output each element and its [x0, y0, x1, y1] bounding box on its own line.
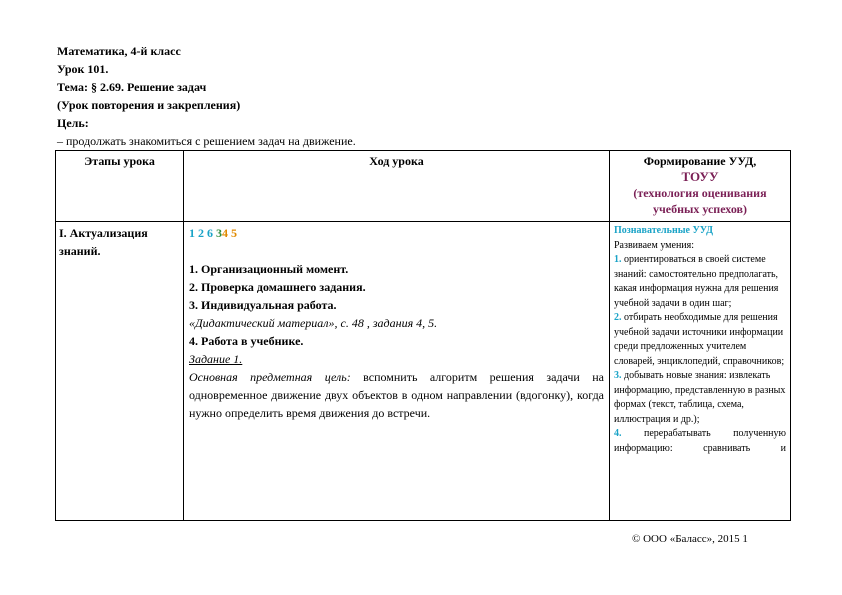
header-uud [610, 151, 791, 222]
lesson-number: Урок 101. [57, 62, 109, 76]
task-goal-label: Основная предметная цель: [189, 370, 351, 384]
header-uud-line1: Формирование УУД, [643, 154, 757, 168]
subject-line: Математика, 4-й класс [57, 44, 181, 58]
task-goal-text: вспомнить алгоритм решения задачи на одновременное движение двух объектов в одном направлении (вдогонку), когда нужно определить время движения до встречи. [189, 370, 604, 420]
stage-number: 1 [189, 226, 195, 240]
item-individual: 3. Индивидуальная работа. [189, 298, 337, 312]
uud-item: 3. добывать новые знания: извлекать информацию, представленную в разных формах (текст, таблица, схема, иллюстрация и др.); [614, 370, 786, 425]
uud-intro: Развиваем умения: [614, 239, 695, 251]
uud-item: 1. ориентироваться в своей системе знаний: самостоятельно предполагать, какая информация нужна для решения учебной задачи в один шаг; [614, 254, 779, 309]
course-cell [184, 222, 610, 521]
footer-copyright: © ООО «Баласс», 2015 1 [632, 533, 748, 545]
item-homework: 2. Проверка домашнего задания. [189, 280, 366, 294]
goal-text: – продолжать знакомиться с решением задач на движение. [57, 134, 356, 148]
stage-number: 2 [198, 226, 204, 240]
document-header [57, 42, 240, 132]
uud-item: 2. отбирать необходимые для решения учебной задачи источники информации среди предложенных учителем словарей, энциклопедий, справочников; [614, 312, 785, 367]
task-goal [189, 368, 604, 422]
header-touu-full-2: учебных успехов) [652, 202, 748, 216]
stage-number: 6 [207, 226, 213, 240]
item-textbook: 4. Работа в учебнике. [189, 334, 304, 348]
lesson-type: (Урок повторения и закрепления) [57, 98, 241, 112]
stage-number: 3 [216, 226, 222, 240]
item-org: 1. Организационный момент. [189, 262, 349, 276]
task-label: Задание 1. [189, 352, 243, 366]
stage-numbers [189, 224, 604, 242]
header-touu-full-1: (технология оценивания [633, 186, 767, 200]
lesson-table [55, 150, 791, 521]
header-stages: Этапы урока [56, 151, 184, 222]
table-header-row [56, 151, 791, 222]
table-row [56, 222, 791, 521]
item-didactic: «Дидактический материал», с. 48 , задания 4, 5. [189, 316, 438, 330]
uud-item: 4. перерабатывать полученную информацию: сравнивать и [614, 428, 786, 454]
uud-cell [610, 222, 791, 521]
stage-cell [56, 222, 184, 521]
header-course: Ход урока [184, 151, 610, 222]
stage-label: I. Актуализация знаний. [59, 226, 148, 258]
header-touu: ТОУУ [681, 169, 719, 184]
stage-number: 5 [231, 226, 237, 240]
stage-number: 4 [222, 226, 228, 240]
uud-title: Познавательные УУД [614, 225, 714, 236]
goal-label: Цель: [57, 116, 89, 130]
lesson-topic: Тема: § 2.69. Решение задач [57, 80, 207, 94]
